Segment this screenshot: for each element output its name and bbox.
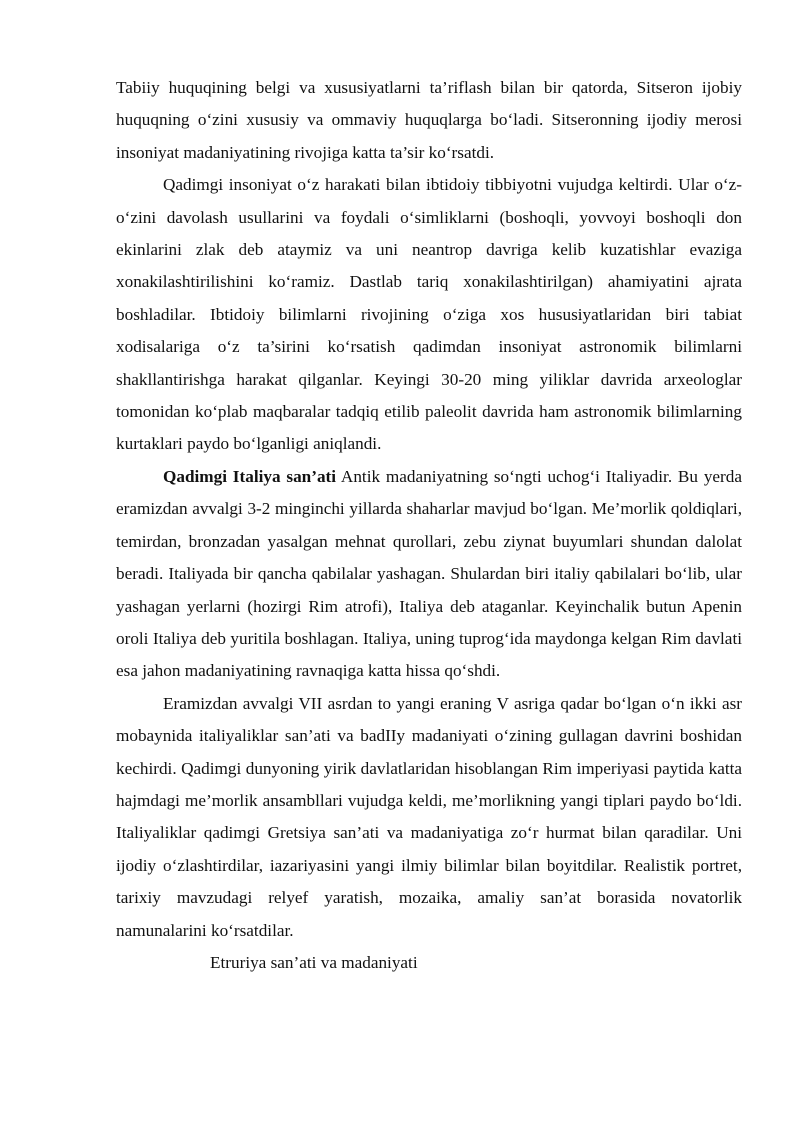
section-heading: Etruriya san’ati va madaniyati	[210, 952, 418, 972]
paragraph-qadimgi-italiya	[116, 461, 742, 688]
paragraph-lead-bold: Qadimgi Italiya san’ati	[163, 466, 337, 486]
paragraph-body: Antik madaniyatning so‘ngti uchog‘i Italiyadir. Bu yerda eramizdan avvalgi 3-2 minginchi yillarda shaharlar mavjud bo‘lgan. Me’morlik qoldiqlari, temirdan, bronzadan yasalgan mehnat qurollari, zebu ziynat buyumlari shundan dalolat beradi. Italiyada bir qancha qabilalar yashagan. Shulardan biri italiy qabilalari bo‘lib, ular yashagan yerlarni (hozirgi Rim atrofi), Italiya deb ataganlar. Keyinchalik butun Apenin oroli Italiya deb yuritila boshlagan. Italiya, uning tuprog‘ida maydonga kelgan Rim davlati esa jahon madaniyatining ravnaqiga katta hissa qo‘shdi.	[116, 466, 742, 681]
paragraph-ibtidoiy-tibbiyot: Qadimgi insoniyat o‘z harakati bilan ibtidoiy tibbiyotni vujudga keltirdi. Ular o‘z-o‘zini davolash usullarini va foydali o‘simliklarni (boshoqli, yovvoyi boshoqli don ekinlarini zlak deb ataymiz va uni neantrop davriga kelib kuzatishlar evaziga xonakilashtirilishini ko‘ramiz. Dastlab tariq xonakilashtirilgan) ahamiyatini ajrata boshladilar. Ibtidoiy bilimlarni rivojining o‘ziga xos hususiyatlaridan biri tabiat xodisalariga o‘z ta’sirini ko‘rsatish qadimdan insoniyat astronomik bilimlarni shakllantirishga harakat qilganlar. Keyingi 30-20 ming yiliklar davrida arxeologlar tomonidan ko‘plab maqbaralar tadqiq etilib paleolit davrida ham astronomik bilimlarning kurtaklari paydo bo‘lganligi aniqlandi.	[116, 175, 742, 454]
paragraph-sitseron: Tabiiy huquqining belgi va xususiyatlarni ta’riflash bilan bir qatorda, Sitseron ijobiy huquqning o‘zini xususiy va ommaviy huquqlarga bo‘ladi. Sitseronning ijodiy merosi insoniyat madaniyatining rivojiga katta ta’sir ko‘rsatdi.	[116, 78, 742, 162]
document-page	[116, 72, 742, 979]
paragraph-rim-imperiyasi: Eramizdan avvalgi VII asrdan to yangi eraning V asriga qadar bo‘lgan o‘n ikki asr mobaynida italiyaliklar san’ati va badIIy madaniyati o‘zining gullagan davrini boshidan kechirdi. Qadimgi dunyoning yirik davlatlaridan hisoblangan Rim imperiyasi paytida katta hajmdagi me’morlik ansambllari vujudga keldi, me’morlikning yangi tiplari paydo bo‘ldi. Italiyaliklar qadimgi Gretsiya san’ati va madaniyatiga zo‘r hurmat bilan qaradilar. Uni ijodiy o‘zlashtirdilar, iazariyasini yangi ilmiy bilimlar bilan boyitdilar. Realistik portret, tarixiy mavzudagi relyef yaratish, mozaika, amaliy san’at borasida novatorlik namunalarini ko‘rsatdilar.	[116, 693, 742, 940]
